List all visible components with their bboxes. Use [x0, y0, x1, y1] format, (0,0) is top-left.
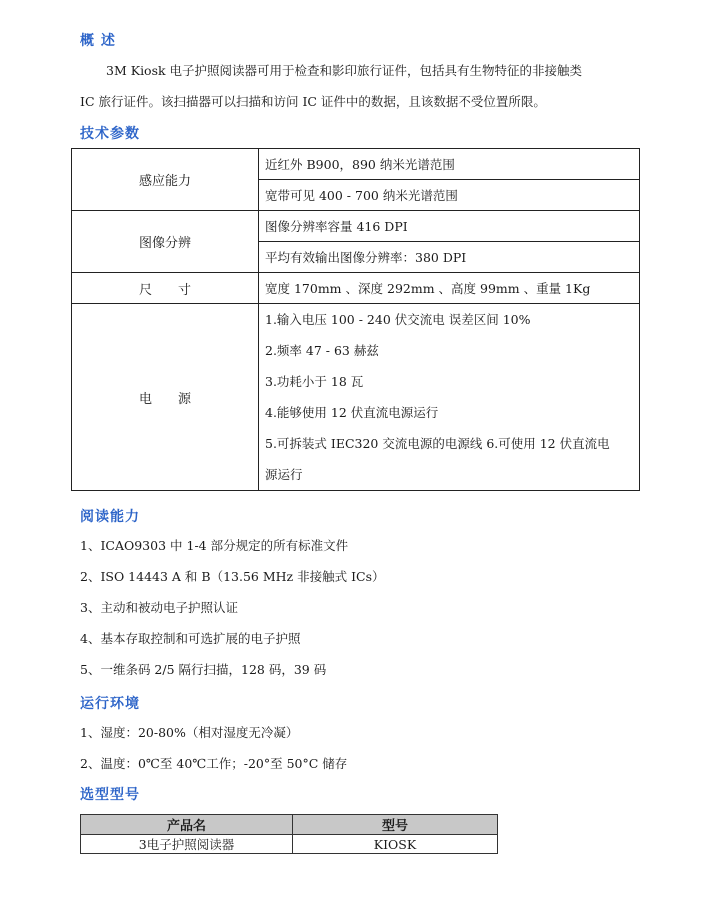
model-heading: 选型型号	[80, 787, 140, 803]
model-table	[80, 814, 498, 854]
spec-value-resolution-1: 图像分辨率容量 416 DPI	[259, 211, 640, 242]
model-header-name: 产品名	[81, 815, 293, 835]
reading-heading: 阅读能力	[80, 509, 140, 525]
reading-list	[80, 530, 384, 685]
spec-label-sensing: 感应能力	[72, 149, 259, 211]
model-cell-name: 3电子护照阅读器	[81, 835, 293, 854]
power-line-6: 源运行	[265, 467, 303, 482]
spec-value-size: 宽度 170mm 、深度 292mm 、高度 99mm 、重量 1Kg	[259, 273, 640, 304]
reading-item-3: 3、主动和被动电子护照认证	[80, 600, 238, 615]
reading-item-2: 2、ISO 14443 A 和 B（13.56 MHz 非接触式 ICs）	[80, 569, 385, 584]
table-row	[81, 835, 498, 854]
power-line-5: 5.可拆装式 IEC320 交流电源的电源线 6.可使用 12 伏直流电	[265, 436, 610, 451]
power-line-4: 4.能够使用 12 伏直流电源运行	[265, 405, 439, 420]
overview-paragraph	[80, 55, 650, 117]
environment-heading: 运行环境	[80, 696, 140, 712]
overview-line-1: 3M Kiosk 电子护照阅读器可用于检查和影印旅行证件，包括具有生物特征的非接触类	[106, 63, 583, 78]
overview-line-2: IC 旅行证件。该扫描器可以扫描和访问 IC 证件中的数据，且该数据不受位置所限。	[80, 94, 546, 109]
spec-value-resolution-2: 平均有效输出图像分辨率：380 DPI	[259, 242, 640, 273]
overview-heading: 概 述	[80, 33, 116, 49]
spec-value-sensing-1: 近红外 B900，890 纳米光谱范围	[259, 149, 640, 180]
spec-table	[71, 148, 640, 491]
reading-item-5: 5、一维条码 2/5 隔行扫描，128 码，39 码	[80, 662, 327, 677]
spec-value-power	[259, 304, 640, 491]
spec-label-power: 电 源	[72, 304, 259, 491]
reading-item-1: 1、ICAO9303 中 1-4 部分规定的所有标准文件	[80, 538, 349, 553]
model-header-model: 型号	[293, 815, 498, 835]
environment-item-1: 1、湿度：20-80%（相对湿度无冷凝）	[80, 725, 299, 740]
spec-value-sensing-2: 宽带可见 400 - 700 纳米光谱范围	[259, 180, 640, 211]
model-cell-model: KIOSK	[293, 835, 498, 854]
tech-heading: 技术参数	[80, 126, 140, 142]
power-line-3: 3.功耗小于 18 瓦	[265, 374, 364, 389]
spec-label-resolution: 图像分辨	[72, 211, 259, 273]
spec-label-size: 尺 寸	[72, 273, 259, 304]
power-line-1: 1.输入电压 100 - 240 伏交流电 误差区间 10%	[265, 312, 531, 327]
power-line-2: 2.频率 47 - 63 赫兹	[265, 343, 379, 358]
environment-list	[80, 717, 347, 779]
environment-item-2: 2、温度：0℃至 40℃工作；-20°至 50°C 储存	[80, 756, 348, 771]
reading-item-4: 4、基本存取控制和可选扩展的电子护照	[80, 631, 301, 646]
